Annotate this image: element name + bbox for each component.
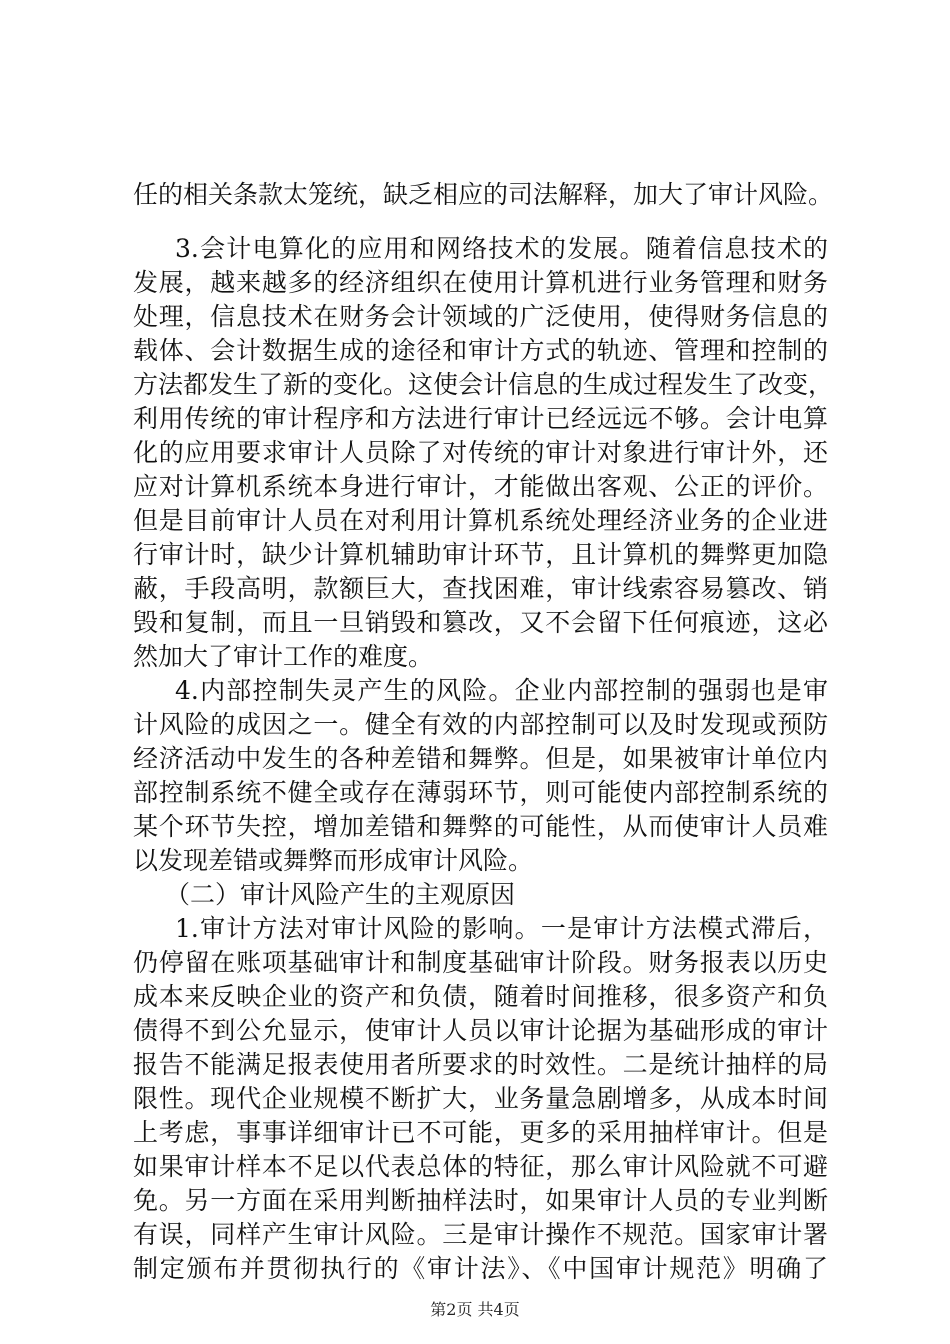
text-line: 然加大了审计工作的难度。 xyxy=(133,642,434,671)
text-line: 计风险的成因之一。健全有效的内部控制可以及时发现或预防 xyxy=(133,710,828,739)
text-line: 限性。现代企业规模不断扩大，业务量急剧增多，从成本时间 xyxy=(133,1084,828,1113)
text-line: 载体、会计数据生成的途径和审计方式的轨迹、管理和控制的 xyxy=(133,336,828,365)
text-line: 报告不能满足报表使用者所要求的时效性。二是统计抽样的局 xyxy=(133,1050,828,1079)
page-footer: 第2页 共4页 xyxy=(430,1300,520,1319)
text-line: 债得不到公允显示，使审计人员以审计论据为基础形成的审计 xyxy=(133,1016,828,1045)
text-line: 方法都发生了新的变化。这使会计信息的生成过程发生了改变， xyxy=(133,370,834,399)
text-line: 成本来反映企业的资产和负债，随着时间推移，很多资产和负 xyxy=(133,982,828,1011)
text-line: 但是目前审计人员在对利用计算机系统处理经济业务的企业进 xyxy=(133,506,828,535)
text-line: 制定颁布并贯彻执行的《审计法》、《中国审计规范》明确了 xyxy=(133,1254,828,1283)
text-line: 利用传统的审计程序和方法进行审计已经远远不够。会计电算 xyxy=(133,404,828,433)
text-line: 有误，同样产生审计风险。三是审计操作不规范。国家审计署 xyxy=(133,1220,828,1249)
text-line: 4.内部控制失灵产生的风险。企业内部控制的强弱也是审 xyxy=(175,676,828,705)
text-line: 化的应用要求审计人员除了对传统的审计对象进行审计外，还 xyxy=(133,438,828,467)
section-heading: （二）审计风险产生的主观原因 xyxy=(165,880,516,909)
text-line: 上考虑，事事详细审计已不可能，更多的采用抽样审计。但是 xyxy=(133,1118,828,1147)
text-line: 1.审计方法对审计风险的影响。一是审计方法模式滞后， xyxy=(175,914,828,943)
text-line: 经济活动中发生的各种差错和舞弊。但是，如果被审计单位内 xyxy=(133,744,828,773)
text-line: 任的相关条款太笼统，缺乏相应的司法解释，加大了审计风险。 xyxy=(133,180,834,209)
text-line: 毁和复制，而且一旦销毁和篡改，又不会留下任何痕迹，这必 xyxy=(133,608,828,637)
text-line: 免。另一方面在采用判断抽样法时，如果审计人员的专业判断 xyxy=(133,1186,828,1215)
text-line: 部控制系统不健全或存在薄弱环节，则可能使内部控制系统的 xyxy=(133,778,828,807)
text-line: 蔽，手段高明，款额巨大，查找困难，审计线索容易篡改、销 xyxy=(133,574,828,603)
text-line: 行审计时，缺少计算机辅助审计环节，且计算机的舞弊更加隐 xyxy=(133,540,828,569)
text-line: 处理，信息技术在财务会计领域的广泛使用，使得财务信息的 xyxy=(133,302,828,331)
text-line: 应对计算机系统本身进行审计，才能做出客观、公正的评价。 xyxy=(133,472,828,501)
text-line: 以发现差错或舞弊而形成审计风险。 xyxy=(133,846,534,875)
text-line: 发展，越来越多的经济组织在使用计算机进行业务管理和财务 xyxy=(133,268,828,297)
text-line: 如果审计样本不足以代表总体的特征，那么审计风险就不可避 xyxy=(133,1152,828,1181)
text-line: 某个环节失控，增加差错和舞弊的可能性，从而使审计人员难 xyxy=(133,812,828,841)
text-line: 仍停留在账项基础审计和制度基础审计阶段。财务报表以历史 xyxy=(133,948,828,977)
text-line: 3.会计电算化的应用和网络技术的发展。随着信息技术的 xyxy=(175,234,828,263)
